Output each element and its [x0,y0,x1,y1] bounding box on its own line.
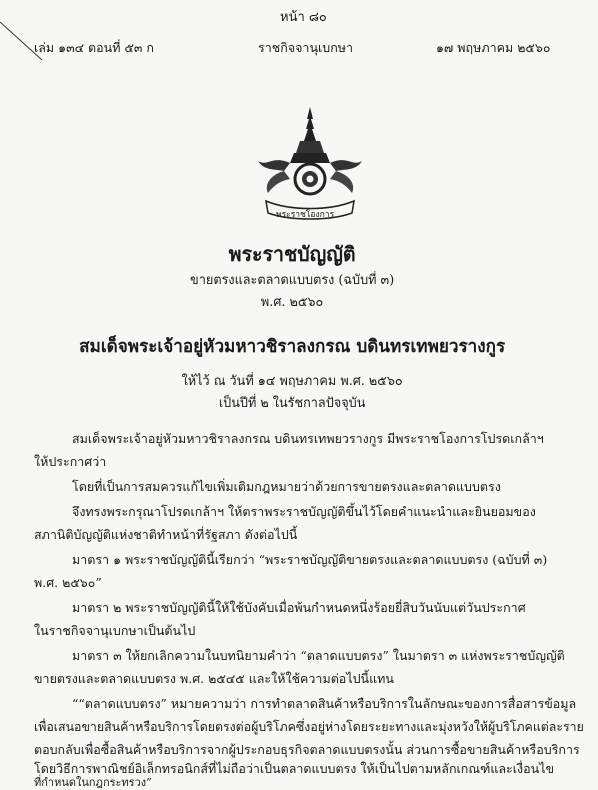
publication-date: ๑๗ พฤษภาคม ๒๕๖๐ [436,40,551,55]
section-1: มาตรา ๑ พระราชบัญญัตินี้เรียกว่า “พระราชบัญญัติขายตรงและตลาดแบบตรง (ฉบับที่ ๓) [72,552,548,567]
section-3: มาตรา ๓ ให้ยกเลิกความในบทนิยามคำว่า “ตลาดแบบตรง” ในมาตรา ๓ แห่งพระราชบัญญัติ [72,648,565,663]
definition-line: ที่กำหนดในกฎกระทรวง” [34,776,152,789]
body-line: พ.ศ. ๒๕๖๐” [34,575,102,590]
act-subtitle: ขายตรงและตลาดแบบตรง (ฉบับที่ ๓) [190,273,395,288]
body-line: ในราชกิจจานุเบกษาเป็นต้นไป [34,623,196,638]
king-name: สมเด็จพระเจ้าอยู่หัวมหาวชิราลงกรณ บดินทรเทพยวรางกูร [79,337,506,357]
body-line: สภานิติบัญญัติแห่งชาติทำหน้าที่รัฐสภา ดังต่อไปนี้ [34,527,298,542]
given-date: ให้ไว้ ณ วันที่ ๑๔ พฤษภาคม พ.ศ. ๒๕๖๐ [181,374,403,389]
volume-issue: เล่ม ๑๓๔ ตอนที่ ๕๓ ก [34,40,154,55]
emblem-banner-text: พระราชโองการ [276,210,335,220]
body-line: จึงทรงพระกรุณาโปรดเกล้าฯ ให้ตราพระราชบัญญัติขึ้นไว้โดยคำแนะนำและยินยอมของ [72,504,536,519]
body-line: โดยที่เป็นการสมควรแก้ไขเพิ่มเติมกฎหมายว่าด้วยการขายตรงและตลาดแบบตรง [72,479,501,494]
act-year: พ.ศ. ๒๕๖๐ [260,295,324,310]
section-2: มาตรา ๒ พระราชบัญญัตินี้ให้ใช้บังคับเมื่อพ้นกำหนดหนึ่งร้อยยี่สิบวันนับแต่วันประกาศ [72,600,526,615]
body-line: ให้ประกาศว่า [34,454,107,469]
definition-line: ตอบกลับเพื่อซื้อสินค้าหรือบริการจากผู้ประกอบธุรกิจตลาดแบบตรงนั้น ส่วนการซื้อขายสินค้าหรือบริการ [34,742,580,757]
definition-line: โดยวิธีการพาณิชย์อิเล็กทรอนิกส์ที่ไม่ถือว่าเป็นตลาดแบบตรง ให้เป็นไปตามหลักเกณฑ์และเงื่อนไข [34,761,555,776]
body-line: ขายตรงและตลาดแบบตรง พ.ศ. ๒๕๔๕ และให้ใช้ความต่อไปนี้แทน [34,671,394,686]
definition-line: เพื่อเสนอขายสินค้าหรือบริการโดยตรงต่อผู้บริโภคซึ่งอยู่ห่างโดยระยะทางและมุ่งหวังให้ผู้บริโภคแต่ละราย [34,719,584,734]
act-title: พระราชบัญญัติ [228,242,356,266]
body-line: สมเด็จพระเจ้าอยู่หัวมหาวชิราลงกรณ บดินทรเทพยวรางกูร มีพระราชโองการโปรดเกล้าฯ [72,431,544,446]
gazette-name: ราชกิจจานุเบกษา [258,40,354,55]
page-number: หน้า ๘๐ [280,10,327,25]
reign-year: เป็นปีที่ ๒ ในรัชกาลปัจจุบัน [218,396,366,411]
definition-line: ““ตลาดแบบตรง” หมายความว่า การทำตลาดสินค้าหรือบริการในลักษณะของการสื่อสารข้อมูล [72,696,577,711]
